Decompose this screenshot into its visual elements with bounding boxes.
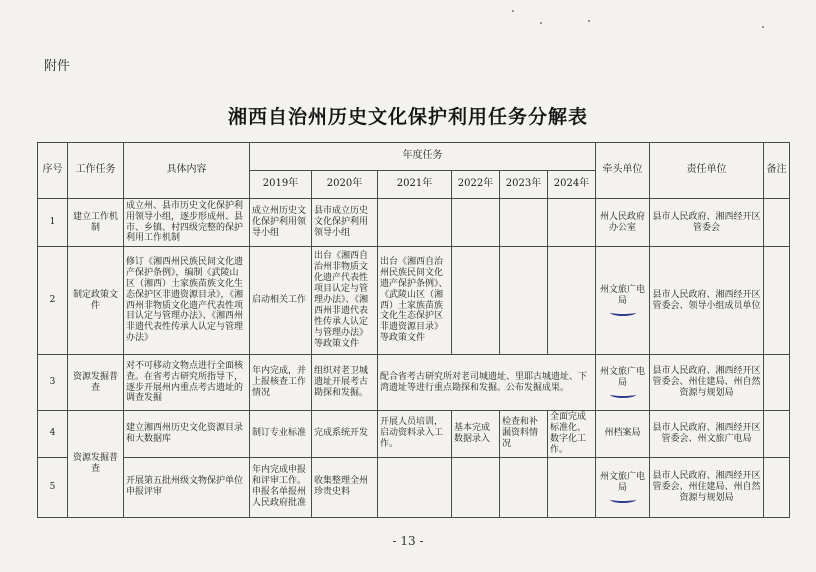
lead-unit-text: 州文旅广电局 [599, 367, 645, 388]
cell-2019: 制订专业标准 [250, 411, 312, 458]
cell-2023: 检查和补漏资料情况 [500, 411, 548, 458]
cell-2021: 出台《湘西自治州民族民间文化遗产保护条例》、《武陵山区（湘西）土家族苗族文化生态保护区非遗资源目录》等政策文件 [378, 247, 452, 355]
handwritten-mark [610, 309, 636, 316]
scan-speck [540, 22, 542, 24]
cell-lead-unit: 州档案局 [596, 411, 650, 458]
cell-2020: 出台《湘西自治州非物质文化遗产代表性项目认定与管理办法》、《湘西州非遗代表性传承人认定与管理办法》等政策文件 [312, 247, 378, 355]
scan-speck [512, 10, 514, 12]
cell-lead-unit: 州人民政府办公室 [596, 199, 650, 247]
cell-2019: 年内完成申报和评审工作。申报名单报州人民政府批准 [250, 457, 312, 517]
cell-no: 2 [38, 247, 68, 355]
cell-2019: 启动相关工作 [250, 247, 312, 355]
cell-2024 [548, 247, 596, 355]
cell-task: 制定政策文件 [68, 247, 124, 355]
header-work-task: 工作任务 [68, 143, 124, 199]
cell-no: 3 [38, 355, 68, 411]
cell-2019: 成立州历史文化保护利用领导小组 [250, 199, 312, 247]
header-year: 2023年 [500, 171, 548, 199]
header-year: 2020年 [312, 171, 378, 199]
table-row [38, 411, 790, 458]
cell-2023 [500, 199, 548, 247]
cell-2021 [378, 199, 452, 247]
header-responsible-unit: 责任单位 [650, 143, 764, 199]
handwritten-mark [610, 496, 636, 503]
cell-lead-unit [596, 355, 650, 411]
task-breakdown-table [37, 142, 790, 518]
cell-2022 [452, 457, 500, 517]
cell-2023 [500, 247, 548, 355]
cell-responsible-unit: 县市人民政府、湘西经开区管委会、州住建局、州自然资源与规划局 [650, 355, 764, 411]
cell-responsible-unit: 县市人民政府、湘西经开区管委会、州文旅广电局 [650, 411, 764, 458]
table-row [38, 247, 790, 355]
header-row [38, 143, 790, 171]
cell-responsible-unit: 县市人民政府、湘西经开区管委会 [650, 199, 764, 247]
cell-content: 开展第五批州级文物保护单位申报评审 [124, 457, 250, 517]
cell-remark [764, 355, 790, 411]
cell-lead-unit [596, 247, 650, 355]
handwritten-mark [610, 391, 636, 398]
cell-no: 4 [38, 411, 68, 458]
header-remarks: 备注 [764, 143, 790, 199]
cell-no: 5 [38, 457, 68, 517]
table-row [38, 355, 790, 411]
cell-responsible-unit: 县市人民政府、湘西经开区管委会、领导小组成员单位 [650, 247, 764, 355]
header-content: 具体内容 [124, 143, 250, 199]
scan-speck [762, 26, 764, 28]
header-no: 序号 [38, 143, 68, 199]
scan-speck [588, 20, 590, 22]
header-year: 2021年 [378, 171, 452, 199]
cell-2021-2024: 配合省考古研究所对老司城遗址、里耶古城遗址、下湾遗址等进行重点勘探和发掘。公布发掘成果。 [378, 355, 596, 411]
cell-content: 成立州、县市历史文化保护利用领导小组，逐步形成州、县市、乡镇、村四级完整的保护利用工作机制 [124, 199, 250, 247]
lead-unit-text: 州文旅广电局 [599, 471, 645, 493]
page-title: 湘西自治州历史文化保护利用任务分解表 [227, 106, 588, 128]
cell-2023 [500, 457, 548, 517]
annex-label: 附件 [44, 59, 71, 74]
cell-2020: 收集整理全州珍贵史料 [312, 457, 378, 517]
cell-task: 资源发掘普查 [68, 411, 124, 518]
cell-2022 [452, 199, 500, 247]
cell-2024: 全面完成标准化、数字化工作。 [548, 411, 596, 458]
cell-2020: 组织对老卫城遗址开展考古勘探和发掘。 [312, 355, 378, 411]
cell-2024 [548, 199, 596, 247]
cell-remark [764, 411, 790, 458]
cell-task: 建立工作机制 [68, 199, 124, 247]
lead-unit-text: 州文旅广电局 [599, 285, 645, 306]
cell-remark [764, 247, 790, 355]
cell-content: 对不可移动文物点进行全面核查。在省考古研究所指导下，逐步开展州内重点考古遗址的调查发掘 [124, 355, 250, 411]
cell-content: 修订《湘西州民族民间文化遗产保护条例》，编制《武陵山区（湘西）土家族苗族文化生态保护区非遗资源目录》，《湘西州非物质文化遗产代表性项目认定与管理办法》、《湘西州非遗代表性传承人认定与管理办法》 [124, 247, 250, 355]
header-year: 2019年 [250, 171, 312, 199]
cell-responsible-unit: 县市人民政府、湘西经开区管委会、州住建局、州自然资源与规划局 [650, 457, 764, 517]
cell-lead-unit [596, 457, 650, 517]
cell-2019: 年内完成，并上报核查工作情况 [250, 355, 312, 411]
header-year: 2022年 [452, 171, 500, 199]
table-row [38, 199, 790, 247]
cell-2021: 开展人员培训，启动资料录入工作。 [378, 411, 452, 458]
cell-2024 [548, 457, 596, 517]
header-lead-unit: 牵头单位 [596, 143, 650, 199]
cell-content: 建立湘西州历史文化资源目录和大数据库 [124, 411, 250, 458]
page-number: - 13 - [392, 534, 424, 548]
cell-task: 资源发掘普查 [68, 355, 124, 411]
cell-2021 [378, 457, 452, 517]
header-year: 2024年 [548, 171, 596, 199]
table-row [38, 457, 790, 517]
header-annual-tasks: 年度任务 [250, 143, 596, 171]
cell-2020: 县市成立历史文化保护利用领导小组 [312, 199, 378, 247]
cell-2022: 基本完成数据录入 [452, 411, 500, 458]
cell-2020: 完成系统开发 [312, 411, 378, 458]
cell-remark [764, 457, 790, 517]
cell-no: 1 [38, 199, 68, 247]
cell-2022 [452, 247, 500, 355]
cell-remark [764, 199, 790, 247]
